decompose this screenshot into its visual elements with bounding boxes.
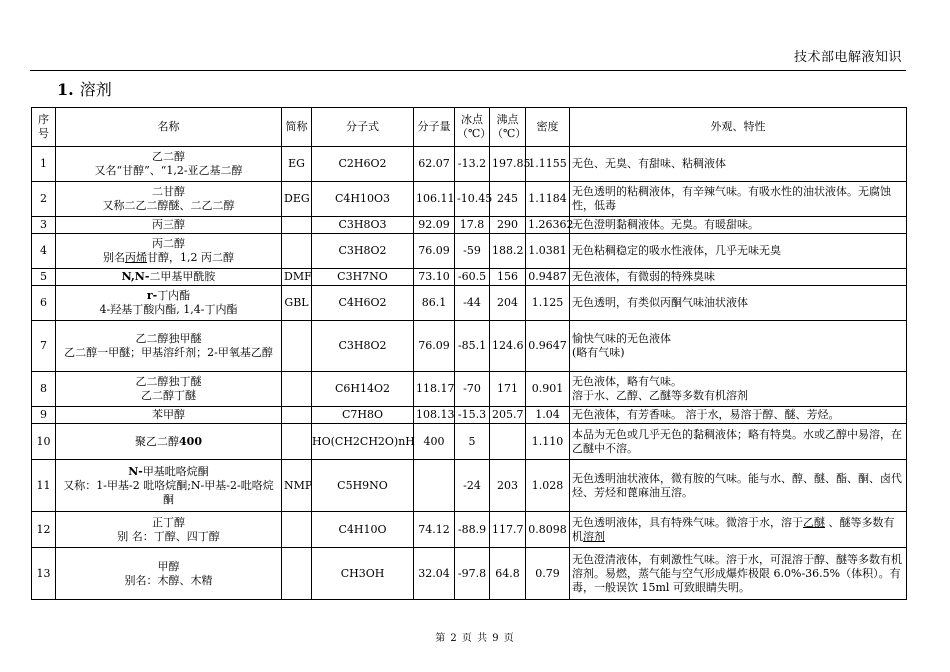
table-row bbox=[32, 407, 907, 424]
cell-mw: 106.11 bbox=[414, 182, 455, 217]
cell-bp: 203 bbox=[490, 460, 526, 512]
cell-fp: -10.45 bbox=[455, 182, 490, 217]
cell-desc: 无色透明油状液体，微有胺的气味。能与水、醇、醚、酯、酮、卤代烃、芳烃和蓖麻油互溶。 bbox=[570, 460, 907, 512]
cell-fp: -15.3 bbox=[455, 407, 490, 424]
cell-formula: C7H8O bbox=[312, 407, 414, 424]
name-text: 乙二醇 bbox=[152, 150, 185, 163]
cell-desc: 无色透明，有类似丙酮气味油状液体 bbox=[570, 286, 907, 321]
cell-formula: C3H8O2 bbox=[312, 234, 414, 269]
alias-text: 乙二醇丁醚 bbox=[141, 389, 196, 402]
cell-abbr: EG bbox=[282, 147, 312, 182]
name-prefix: N,N- bbox=[121, 270, 150, 283]
name-text: 二甘醇 bbox=[152, 185, 185, 198]
cell-desc: 无色澄明黏稠液体。无臭。有暖甜味。 bbox=[570, 217, 907, 234]
cell-bp: 197.85 bbox=[490, 147, 526, 182]
cell-density: 1.1184 bbox=[526, 182, 570, 217]
cell-fp: -88.9 bbox=[455, 512, 490, 548]
cell-mw: 118.17 bbox=[414, 372, 455, 407]
cell-desc: 无色粘稠稳定的吸水性液体，几乎无味无臭 bbox=[570, 234, 907, 269]
desc-line: 溶于水、乙醇、乙醚等多数有机溶剂 bbox=[572, 389, 748, 402]
cell-fp: -13.2 bbox=[455, 147, 490, 182]
section-heading bbox=[57, 77, 112, 100]
alias-text: 又名“甘醇”、“1,2-亚乙基二醇 bbox=[94, 164, 243, 177]
cell-mw: 76.09 bbox=[414, 321, 455, 372]
cell-density: 1.04 bbox=[526, 407, 570, 424]
alias-text: 又称二乙二醇醚、二乙二醇 bbox=[102, 199, 235, 212]
name-text: 丁内酯 bbox=[157, 289, 191, 302]
cell-no: 13 bbox=[32, 548, 56, 600]
name-text: 乙二醇独丁醚 bbox=[135, 375, 202, 388]
name-suffix: 400 bbox=[179, 434, 202, 448]
cell-bp: 124.6 bbox=[490, 321, 526, 372]
cell-bp: 64.8 bbox=[490, 548, 526, 600]
table-row bbox=[32, 182, 907, 217]
section-title: 溶剂 bbox=[79, 80, 112, 99]
table-row bbox=[32, 372, 907, 407]
cell-bp bbox=[490, 424, 526, 460]
name-prefix: N- bbox=[128, 464, 143, 478]
cell-formula: C3H7NO bbox=[312, 269, 414, 286]
cell-density: 0.79 bbox=[526, 548, 570, 600]
cell-name bbox=[56, 217, 282, 234]
cell-desc: 无色透明的粘稠液体，有辛辣气味。有吸水性的油状液体。无腐蚀性，低毒 bbox=[570, 182, 907, 217]
cell-fp: -97.8 bbox=[455, 548, 490, 600]
name-text: 乙二醇独甲醚 bbox=[135, 332, 202, 345]
cell-no: 5 bbox=[32, 269, 56, 286]
cell-bp: 171 bbox=[490, 372, 526, 407]
cell-abbr bbox=[282, 321, 312, 372]
cell-mw: 86.1 bbox=[414, 286, 455, 321]
cell-bp: 117.7 bbox=[490, 512, 526, 548]
cell-density: 1.0381 bbox=[526, 234, 570, 269]
cell-desc bbox=[570, 512, 907, 548]
cell-no: 2 bbox=[32, 182, 56, 217]
cell-mw: 92.09 bbox=[414, 217, 455, 234]
cell-fp: -24 bbox=[455, 460, 490, 512]
solvent-table bbox=[31, 107, 907, 600]
col-header-no: 序号 bbox=[32, 108, 56, 147]
cell-name bbox=[56, 512, 282, 548]
col-header-formula: 分子式 bbox=[312, 108, 414, 147]
cell-desc bbox=[570, 321, 907, 372]
table-row bbox=[32, 512, 907, 548]
alias-text: 乙二醇一甲醚；甲基溶纤剂；2-甲氧基乙醇 bbox=[64, 346, 273, 359]
cell-formula: CH3OH bbox=[312, 548, 414, 600]
cell-density: 0.901 bbox=[526, 372, 570, 407]
cell-formula: C5H9NO bbox=[312, 460, 414, 512]
cell-desc: 无色、无臭、有甜味、粘稠液体 bbox=[570, 147, 907, 182]
cell-fp: -44 bbox=[455, 286, 490, 321]
cell-no: 12 bbox=[32, 512, 56, 548]
cell-name bbox=[56, 407, 282, 424]
col-header-mw: 分子量 bbox=[414, 108, 455, 147]
cell-formula: C3H8O2 bbox=[312, 321, 414, 372]
cell-mw: 108.13 bbox=[414, 407, 455, 424]
desc-text: 、醚等多数有机 bbox=[572, 515, 895, 543]
cell-desc: 无色液体，有芳香味。 溶于水，易溶于醇、醚、芳烃。 bbox=[570, 407, 907, 424]
cell-abbr: DEG bbox=[282, 182, 312, 217]
name-line bbox=[58, 289, 279, 303]
cell-bp: 188.2 bbox=[490, 234, 526, 269]
table-row bbox=[32, 147, 907, 182]
cell-density: 1.26362 bbox=[526, 217, 570, 234]
table-row bbox=[32, 424, 907, 460]
table-row bbox=[32, 460, 907, 512]
name-prefix: r- bbox=[146, 289, 158, 302]
cell-formula: C6H14O2 bbox=[312, 372, 414, 407]
name-text: 甲醇 bbox=[157, 559, 180, 573]
col-header-name: 名称 bbox=[56, 108, 282, 147]
desc-underlined: 乙醚 bbox=[803, 515, 825, 529]
col-header-density: 密度 bbox=[526, 108, 570, 147]
table-header-row bbox=[32, 108, 907, 147]
cell-abbr: GBL bbox=[282, 286, 312, 321]
name-text: 正丁醇 bbox=[152, 515, 185, 529]
table-row bbox=[32, 321, 907, 372]
cell-no: 7 bbox=[32, 321, 56, 372]
cell-no: 11 bbox=[32, 460, 56, 512]
name-text: 丙二醇 bbox=[152, 237, 185, 250]
header-title: 技术部电解液知识 bbox=[793, 50, 902, 65]
cell-no: 1 bbox=[32, 147, 56, 182]
desc-text: 无色透明液体，具有特殊气味。微溶于水，溶于 bbox=[572, 515, 803, 529]
cell-density: 1.028 bbox=[526, 460, 570, 512]
cell-abbr bbox=[282, 548, 312, 600]
cell-desc: 无色液体，有微弱的特殊臭味 bbox=[570, 269, 907, 286]
cell-density: 1.125 bbox=[526, 286, 570, 321]
cell-formula: C4H10O3 bbox=[312, 182, 414, 217]
cell-no: 6 bbox=[32, 286, 56, 321]
cell-name bbox=[56, 460, 282, 512]
cell-abbr bbox=[282, 407, 312, 424]
table-row bbox=[32, 269, 907, 286]
cell-no: 8 bbox=[32, 372, 56, 407]
cell-mw: 73.10 bbox=[414, 269, 455, 286]
cell-mw: 62.07 bbox=[414, 147, 455, 182]
alias-underlined: 丙烯 bbox=[125, 251, 147, 264]
cell-formula: HO(CH2CH2O)nH bbox=[312, 424, 414, 460]
page-footer: 第 2 页 共 9 页 bbox=[435, 633, 515, 644]
col-header-freezing-point: 冰点 （℃） bbox=[455, 108, 490, 147]
cell-desc: 本品为无色或几乎无色的黏稠液体；略有特臭。水或乙醇中易溶，在乙醚中不溶。 bbox=[570, 424, 907, 460]
cell-density: 1.110 bbox=[526, 424, 570, 460]
alias-suffix: 甘醇，1,2 丙二醇 bbox=[147, 251, 234, 264]
cell-density: 0.9647 bbox=[526, 321, 570, 372]
cell-mw: 400 bbox=[414, 424, 455, 460]
cell-name bbox=[56, 234, 282, 269]
table-row bbox=[32, 234, 907, 269]
table-row bbox=[32, 286, 907, 321]
cell-name bbox=[56, 548, 282, 600]
name-text: 二甲基甲酰胺 bbox=[149, 270, 216, 283]
cell-fp: -60.5 bbox=[455, 269, 490, 286]
name-text: 丙三醇 bbox=[152, 218, 185, 231]
cell-mw: 76.09 bbox=[414, 234, 455, 269]
cell-formula: C4H6O2 bbox=[312, 286, 414, 321]
cell-bp: 156 bbox=[490, 269, 526, 286]
alias-text: 别名：木醇、木精 bbox=[124, 573, 213, 587]
cell-abbr bbox=[282, 512, 312, 548]
cell-bp: 204 bbox=[490, 286, 526, 321]
cell-name bbox=[56, 372, 282, 407]
desc-line: 愉快气味的无色液体 bbox=[572, 332, 671, 345]
cell-formula: C4H10O bbox=[312, 512, 414, 548]
cell-name bbox=[56, 147, 282, 182]
cell-fp: 5 bbox=[455, 424, 490, 460]
cell-no: 4 bbox=[32, 234, 56, 269]
alias-text: 4-羟基丁酸内酯, 1,4-丁内酯 bbox=[99, 303, 238, 316]
name-text: 苯甲醇 bbox=[152, 408, 185, 421]
cell-name bbox=[56, 424, 282, 460]
cell-density: 0.8098 bbox=[526, 512, 570, 548]
cell-abbr bbox=[282, 234, 312, 269]
header-divider bbox=[30, 70, 906, 71]
cell-mw: 32.04 bbox=[414, 548, 455, 600]
col-header-boiling-point: 沸点 （℃） bbox=[490, 108, 526, 147]
cell-abbr bbox=[282, 372, 312, 407]
cell-density: 1.1155 bbox=[526, 147, 570, 182]
cell-formula: C2H6O2 bbox=[312, 147, 414, 182]
name-line bbox=[58, 465, 279, 479]
col-header-description: 外观、特性 bbox=[570, 108, 907, 147]
col-header-abbr: 简称 bbox=[282, 108, 312, 147]
table-row bbox=[32, 548, 907, 600]
cell-abbr: DMF bbox=[282, 269, 312, 286]
cell-fp: -70 bbox=[455, 372, 490, 407]
cell-bp: 290 bbox=[490, 217, 526, 234]
cell-name bbox=[56, 321, 282, 372]
cell-abbr bbox=[282, 424, 312, 460]
name-text: 聚乙二醇 bbox=[135, 434, 180, 448]
alias-text bbox=[58, 251, 279, 265]
desc-line: 无色液体，略有气味。 bbox=[572, 375, 682, 388]
cell-name bbox=[56, 182, 282, 217]
cell-desc: 无色澄清液体，有刺激性气味。溶于水，可混溶于醇、醚等多数有机溶剂。易燃，蒸气能与空气形成爆炸极限 6.0%-36.5%（体积）。有毒，一般误饮 15ml 可致眼睛失明。 bbox=[570, 548, 907, 600]
cell-bp: 245 bbox=[490, 182, 526, 217]
cell-name bbox=[56, 286, 282, 321]
cell-fp: 17.8 bbox=[455, 217, 490, 234]
cell-abbr: NMP bbox=[282, 460, 312, 512]
cell-no: 10 bbox=[32, 424, 56, 460]
alias-prefix: 别名 bbox=[103, 251, 125, 264]
cell-no: 3 bbox=[32, 217, 56, 234]
cell-mw bbox=[414, 460, 455, 512]
cell-desc bbox=[570, 372, 907, 407]
cell-no: 9 bbox=[32, 407, 56, 424]
cell-abbr bbox=[282, 217, 312, 234]
cell-density: 0.9487 bbox=[526, 269, 570, 286]
desc-underlined: 溶剂 bbox=[583, 529, 605, 543]
desc-line: (略有气味) bbox=[572, 346, 625, 359]
alias-text: 又称：1-甲基-2 吡咯烷酮;N-甲基-2-吡咯烷酮 bbox=[63, 478, 274, 506]
cell-mw: 74.12 bbox=[414, 512, 455, 548]
alias-text: 别 名：丁醇、四丁醇 bbox=[117, 529, 220, 543]
cell-fp: -85.1 bbox=[455, 321, 490, 372]
cell-fp: -59 bbox=[455, 234, 490, 269]
name-text: 甲基吡咯烷酮 bbox=[142, 464, 209, 478]
cell-formula: C3H8O3 bbox=[312, 217, 414, 234]
cell-name bbox=[56, 269, 282, 286]
section-number: 1. bbox=[57, 80, 74, 99]
cell-bp: 205.7 bbox=[490, 407, 526, 424]
table-row bbox=[32, 217, 907, 234]
